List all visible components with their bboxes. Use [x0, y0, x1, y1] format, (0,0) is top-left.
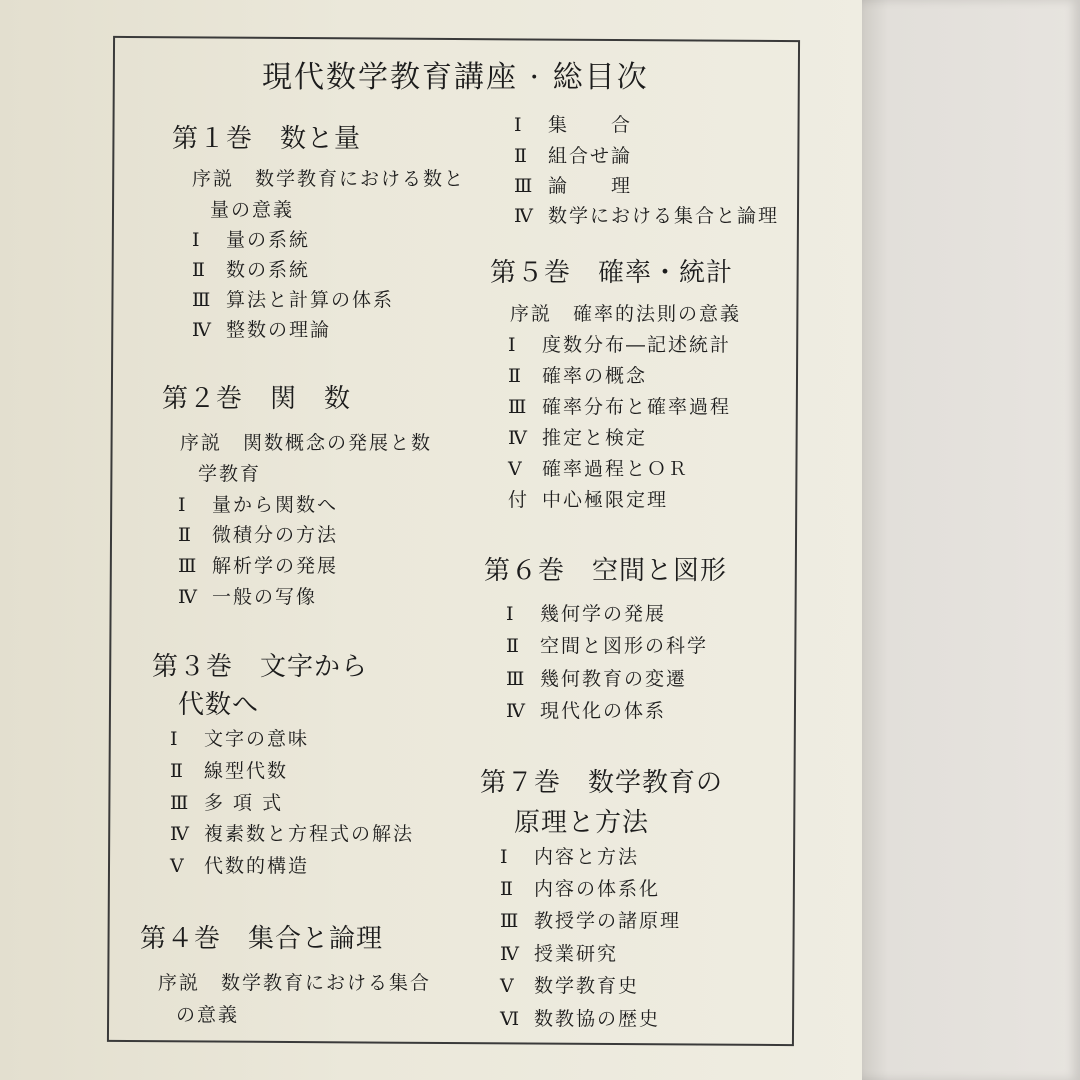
volume-2-item: Ⅱ 微積分の方法	[178, 524, 339, 546]
volume-6-heading: 第６巻 空間と図形	[484, 556, 728, 586]
volume-1-heading: 第１巻 数と量	[172, 124, 362, 154]
volume-1-intro: 序説 数学教育における数と	[192, 168, 466, 190]
volume-5-item: Ⅲ 確率分布と確率過程	[508, 396, 732, 418]
volume-4-item: Ⅲ 論 理	[514, 175, 633, 197]
volume-3-heading: 第３巻 文字から	[152, 652, 369, 682]
volume-7-item: Ⅳ 授業研究	[500, 943, 619, 965]
volume-3-item: Ⅰ 文字の意味	[170, 728, 310, 750]
volume-6-item: Ⅱ 空間と図形の科学	[506, 635, 709, 657]
volume-1-item: Ⅱ 数の系統	[192, 259, 311, 281]
volume-1-item: Ⅲ 算法と計算の体系	[192, 289, 395, 311]
volume-2-item: Ⅳ 一般の写像	[178, 586, 318, 608]
volume-5-intro: 序説 確率的法則の意義	[510, 303, 742, 325]
volume-2-intro-cont: 学教育	[198, 463, 262, 485]
volume-5-item: Ⅴ 確率過程とＯＲ	[508, 458, 690, 480]
volume-1-item: Ⅳ 整数の理論	[192, 319, 332, 341]
volume-6-item: Ⅰ 幾何学の発展	[506, 603, 667, 625]
volume-7-heading: 第７巻 数学教育の	[480, 768, 724, 798]
volume-7-item: Ⅲ 教授学の諸原理	[500, 910, 682, 932]
volume-7-heading-cont: 原理と方法	[514, 808, 650, 838]
volume-3-heading-cont: 代数へ	[178, 690, 260, 720]
volume-5-item: Ⅳ 推定と検定	[508, 427, 648, 449]
background-surface	[862, 0, 1080, 1080]
volume-4-heading: 第４巻 集合と論理	[140, 924, 384, 954]
volume-1-intro-cont: 量の意義	[210, 199, 295, 221]
volume-7-item: Ⅰ 内容と方法	[500, 846, 640, 868]
volume-3-item: Ⅱ 線型代数	[170, 760, 289, 782]
volume-6-item: Ⅲ 幾何教育の変遷	[506, 668, 688, 690]
volume-2-item: Ⅰ 量から関数へ	[178, 494, 339, 516]
volume-5-heading: 第５巻 確率・統計	[490, 258, 734, 288]
volume-3-item: Ⅲ 多 項 式	[170, 792, 284, 814]
volume-5-item: 付 中心極限定理	[508, 489, 669, 511]
page-title: 現代数学教育講座 · 総目次	[262, 60, 649, 95]
volume-4-item: Ⅱ 組合せ論	[514, 145, 633, 167]
volume-2-item: Ⅲ 解析学の発展	[178, 555, 339, 577]
volume-2-intro: 序説 関数概念の発展と数	[180, 432, 433, 454]
volume-2-heading: 第２巻 関 数	[162, 384, 352, 414]
volume-4-intro: 序説 数学教育における集合	[158, 972, 432, 994]
volume-3-item: Ⅴ 代数的構造	[170, 855, 310, 877]
volume-4-intro-cont: の意義	[176, 1004, 240, 1026]
volume-4-item: Ⅳ 数学における集合と論理	[514, 205, 780, 227]
volume-7-item: Ⅵ 数教協の歴史	[500, 1008, 661, 1030]
volume-1-item: Ⅰ 量の系統	[192, 229, 311, 251]
volume-4-item: Ⅰ 集 合	[514, 114, 633, 136]
volume-7-item: Ⅱ 内容の体系化	[500, 878, 661, 900]
volume-3-item: Ⅳ 複素数と方程式の解法	[170, 823, 415, 845]
volume-6-item: Ⅳ 現代化の体系	[506, 700, 667, 722]
volume-5-item: Ⅰ 度数分布―記述統計	[508, 334, 732, 356]
volume-5-item: Ⅱ 確率の概念	[508, 365, 648, 387]
volume-7-item: Ⅴ 数学教育史	[500, 975, 640, 997]
